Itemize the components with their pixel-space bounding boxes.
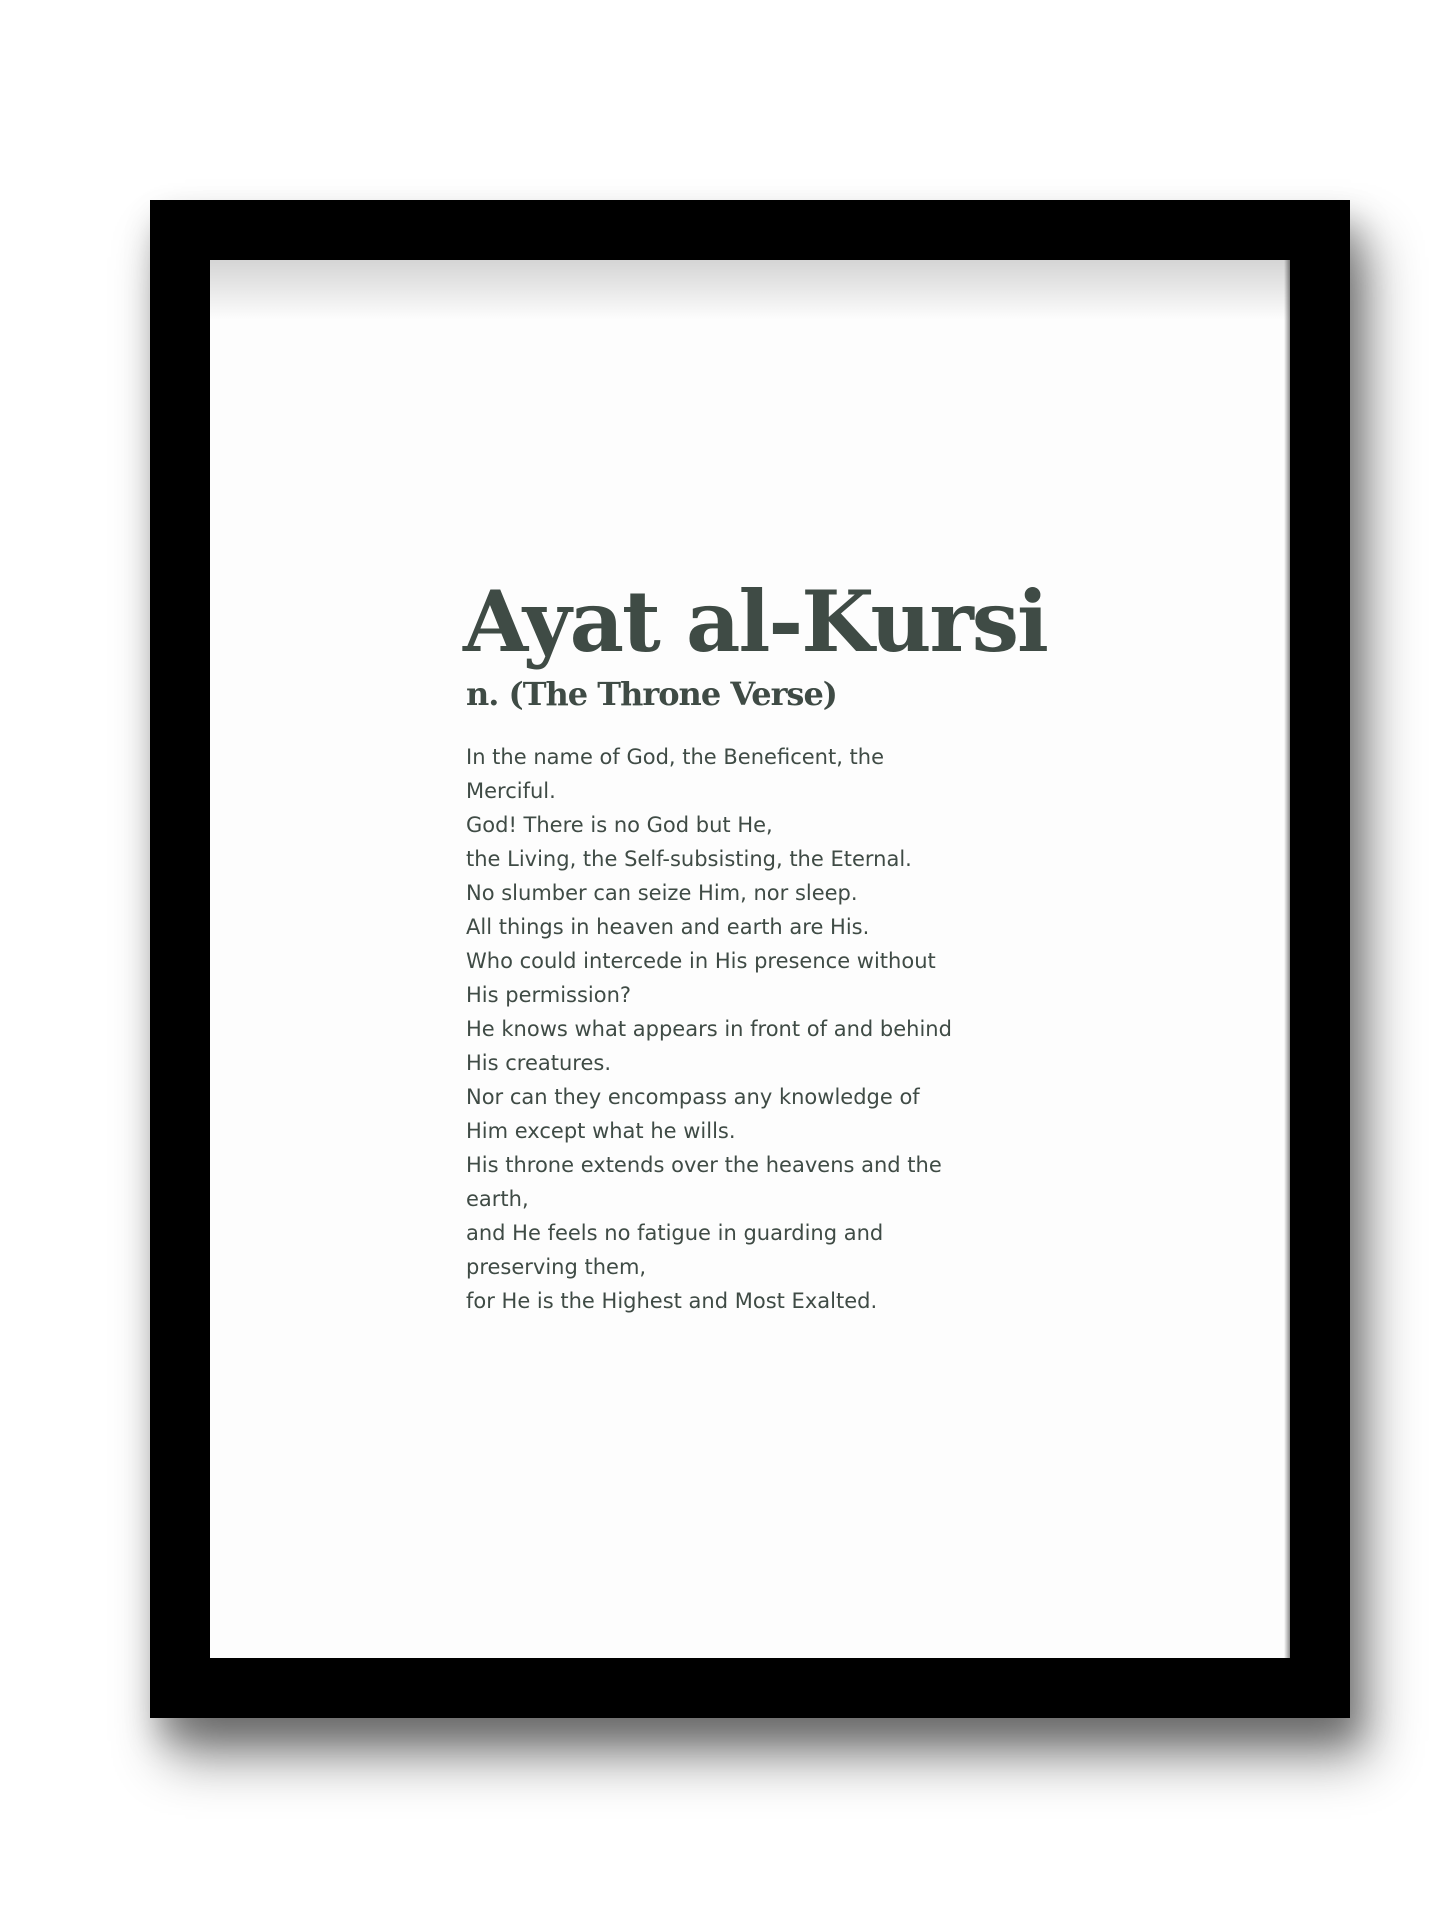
verse-line: the Living, the Self-subsisting, the Eternal. (466, 847, 912, 871)
paper-edge-shadow (1284, 260, 1290, 1658)
verse-line: Who could intercede in His presence without (466, 949, 936, 973)
verse-line: No slumber can seize Him, nor sleep. (466, 881, 858, 905)
verse-line: for He is the Highest and Most Exalted. (466, 1289, 878, 1313)
verse-line: Nor can they encompass any knowledge of (466, 1085, 920, 1109)
verse-line: Him except what he wills. (466, 1119, 736, 1143)
picture-frame (150, 200, 1350, 1718)
verse-line: preserving them, (466, 1255, 647, 1279)
verse-line: His throne extends over the heavens and the (466, 1153, 942, 1177)
verse-line: In the name of God, the Beneficent, the (466, 745, 885, 769)
verse-line: and He feels no fatigue in guarding and (466, 1221, 884, 1245)
verse-line: God! There is no God but He, (466, 813, 773, 837)
print-content (463, 572, 1047, 1318)
verse-line: His creatures. (466, 1051, 612, 1075)
verse-line: His permission? (466, 983, 632, 1007)
print-subtitle: n. (The Throne Verse) (466, 675, 837, 713)
print-title: Ayat al-Kursi (463, 572, 1047, 671)
verse-text (466, 740, 1023, 1318)
print-paper (210, 260, 1290, 1658)
verse-line: Merciful. (466, 779, 556, 803)
verse-line: All things in heaven and earth are His. (466, 915, 870, 939)
verse-line: earth, (466, 1187, 529, 1211)
verse-line: He knows what appears in front of and behind (466, 1017, 952, 1041)
frame-inner-shadow (210, 260, 1290, 320)
